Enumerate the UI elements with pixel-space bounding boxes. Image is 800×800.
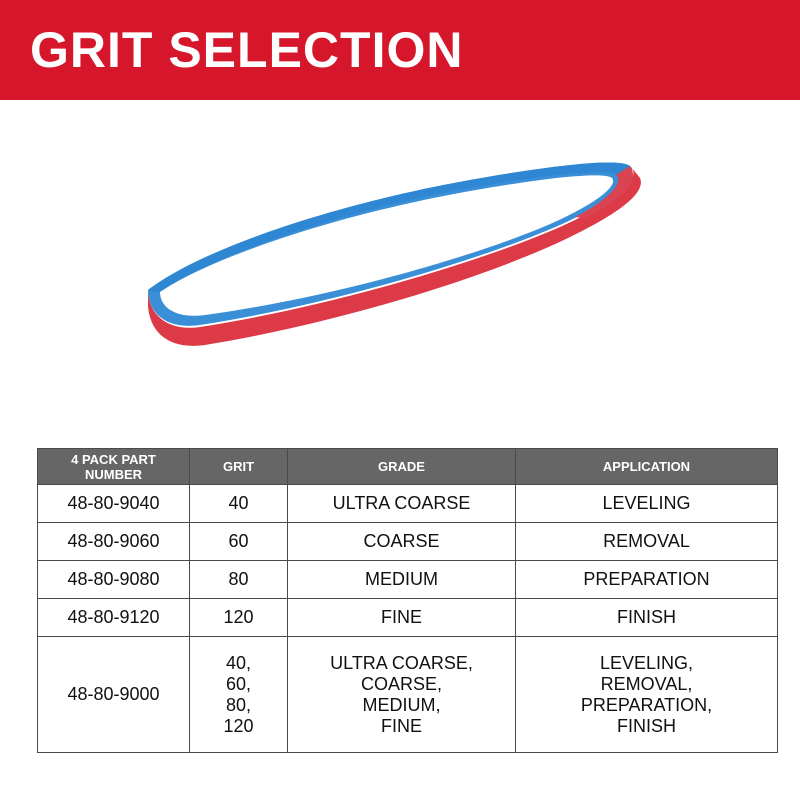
grit-cell: 60 <box>190 523 288 561</box>
table-row <box>38 485 778 523</box>
part-number-cell: 48-80-9060 <box>38 523 190 561</box>
grit-line: 60, <box>225 673 252 694</box>
grade-cell: FINE <box>288 599 516 637</box>
grade-cell: COARSE <box>288 523 516 561</box>
grade-line: COARSE, <box>360 673 443 694</box>
column-header-grit: GRIT <box>190 449 288 485</box>
application-line: REMOVAL, <box>600 673 693 694</box>
application-line: FINISH <box>616 715 676 736</box>
grit-cell: 80 <box>190 561 288 599</box>
product-image <box>0 100 800 420</box>
grade-line: FINE <box>380 715 422 736</box>
application-cell: LEVELING <box>516 485 778 523</box>
sanding-belt-icon <box>0 100 800 420</box>
column-header-application: APPLICATION <box>516 449 778 485</box>
title-banner <box>0 0 800 100</box>
grit-line: 120 <box>223 715 254 736</box>
part-number-cell: 48-80-9120 <box>38 599 190 637</box>
grade-cell <box>288 637 516 753</box>
table-row <box>38 523 778 561</box>
grit-cell <box>190 637 288 753</box>
application-cell <box>516 637 778 753</box>
grade-line: ULTRA COARSE, <box>330 652 473 673</box>
application-cell: FINISH <box>516 599 778 637</box>
page-title: GRIT SELECTION <box>30 22 464 78</box>
column-header-grade: GRADE <box>288 449 516 485</box>
grade-line: MEDIUM, <box>362 694 441 715</box>
grit-table <box>37 448 778 753</box>
part-number-cell: 48-80-9040 <box>38 485 190 523</box>
table-row <box>38 599 778 637</box>
application-line: PREPARATION, <box>580 694 713 715</box>
grade-cell: ULTRA COARSE <box>288 485 516 523</box>
part-number-cell: 48-80-9080 <box>38 561 190 599</box>
grade-cell: MEDIUM <box>288 561 516 599</box>
application-line: LEVELING, <box>599 652 694 673</box>
application-cell: PREPARATION <box>516 561 778 599</box>
grit-cell: 40 <box>190 485 288 523</box>
grit-line: 40, <box>225 652 252 673</box>
table-row <box>38 637 778 753</box>
part-number-cell: 48-80-9000 <box>38 637 190 753</box>
grit-cell: 120 <box>190 599 288 637</box>
application-cell: REMOVAL <box>516 523 778 561</box>
table-row <box>38 561 778 599</box>
table-header-row <box>38 449 778 485</box>
grit-line: 80, <box>225 694 252 715</box>
column-header-part-number: 4 PACK PART NUMBER <box>38 449 190 485</box>
